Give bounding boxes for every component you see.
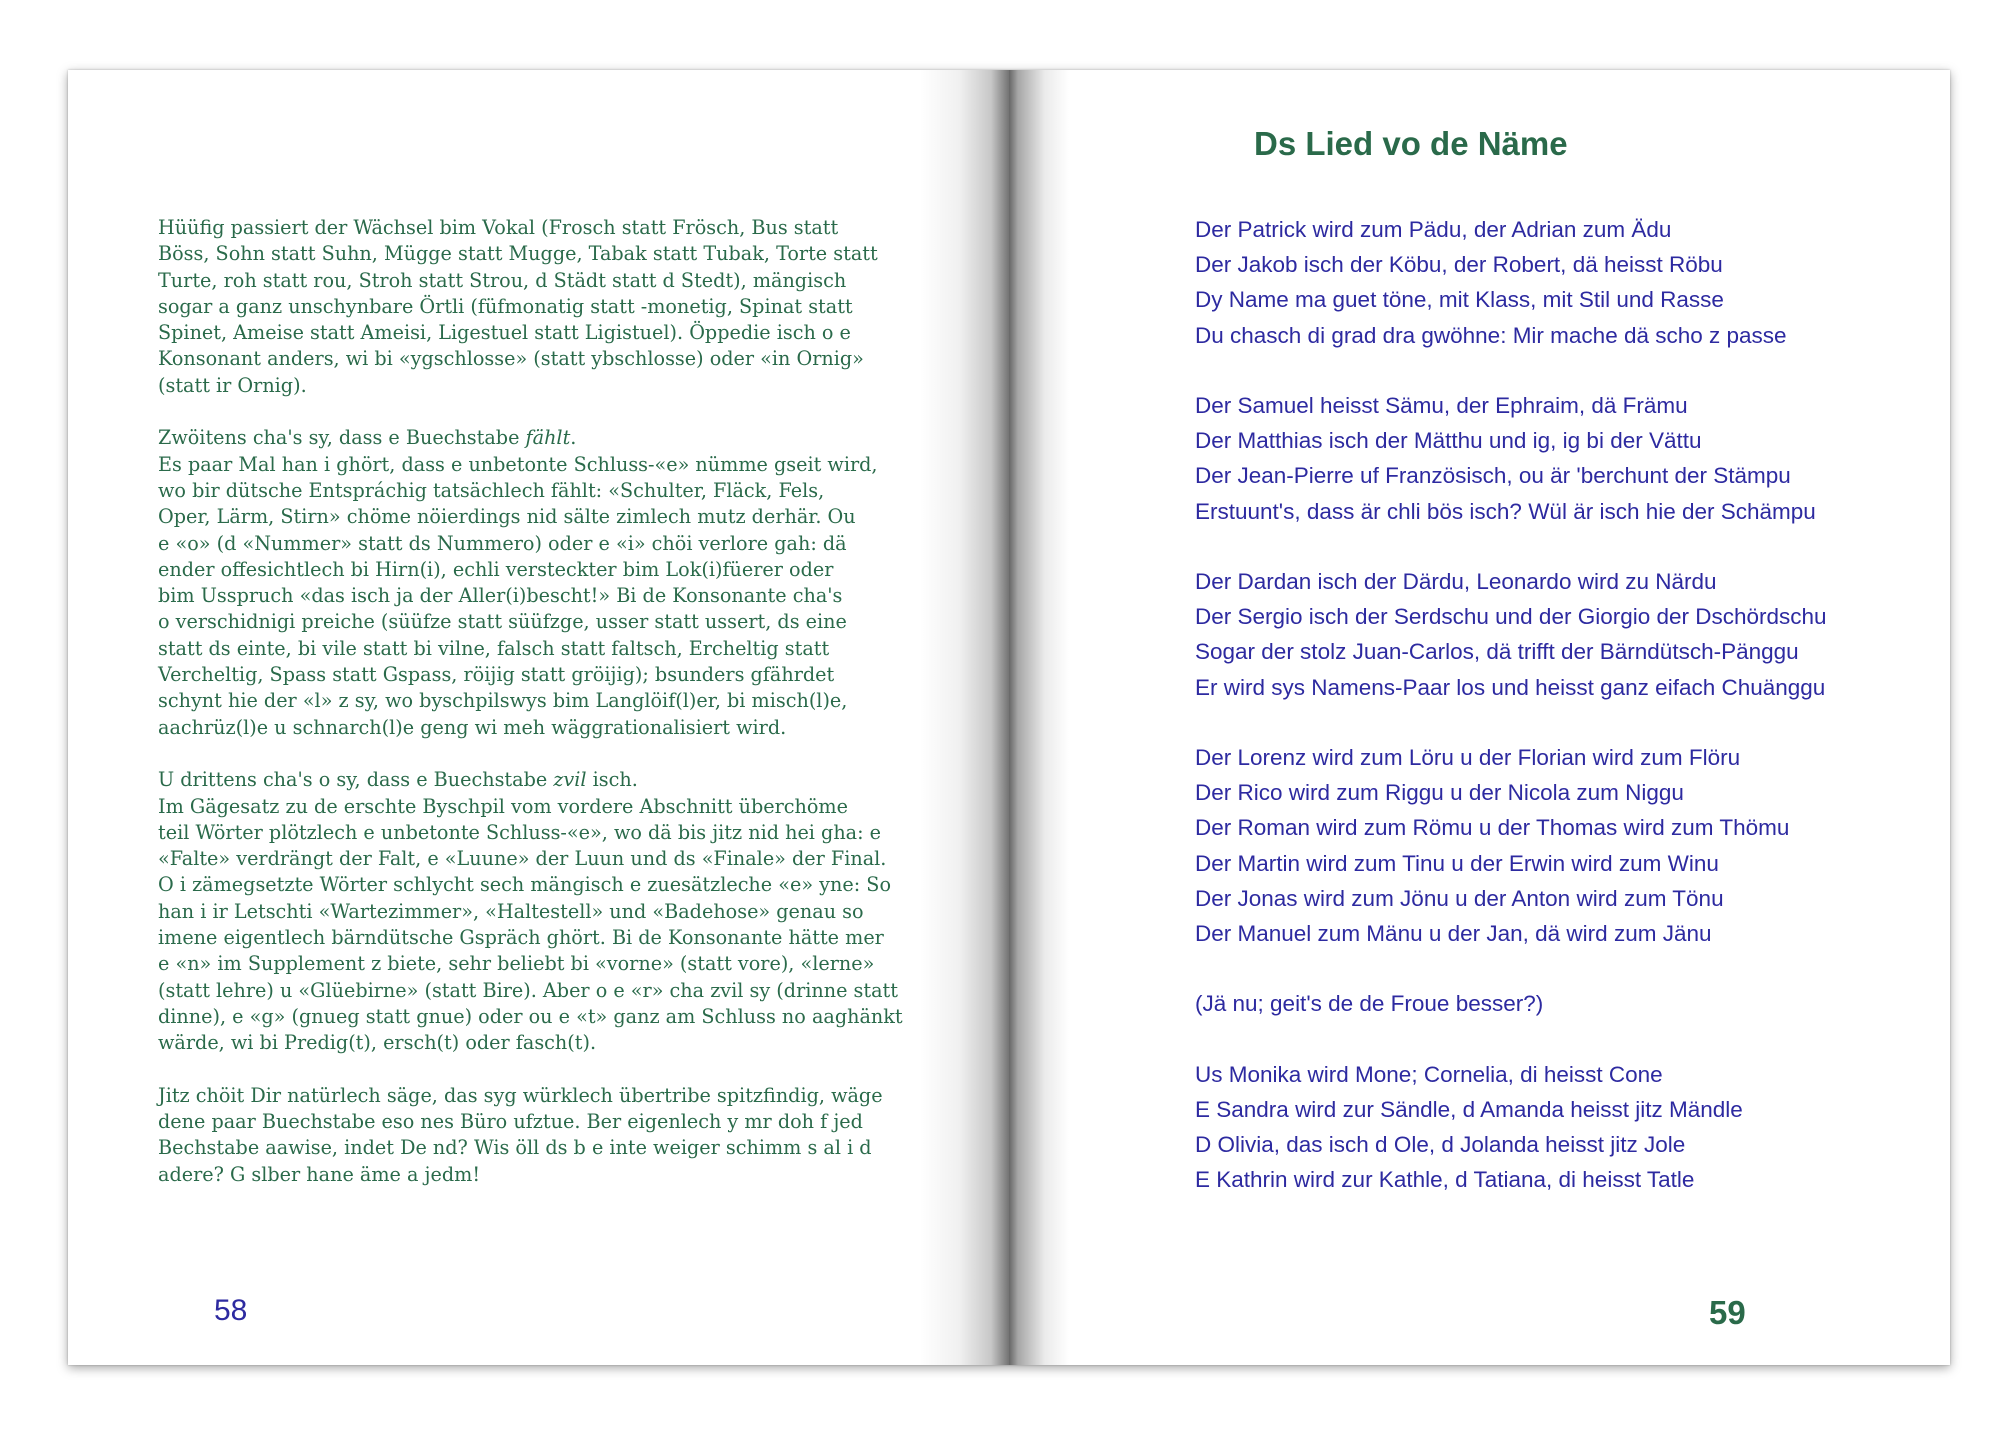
text-line: Es paar Mal han i ghört, dass e unbetonte Schluss-«e» nümme gseit wird, — [158, 452, 878, 476]
song-title: Ds Lied vo de Näme — [1254, 125, 1568, 162]
paragraph — [158, 215, 918, 399]
page-number-right: 59 — [1709, 1294, 1746, 1331]
lyric-line: Der Rico wird zum Riggu u der Nicola zum Niggu — [1195, 780, 1684, 806]
book-spread — [68, 70, 1950, 1365]
stanza — [1195, 740, 1915, 951]
right-page — [1009, 70, 1950, 1365]
lyric-line: Der Patrick wird zum Pädu, der Adrian zum Ädu — [1195, 217, 1672, 242]
song-lyrics — [1195, 212, 1915, 1233]
emphasis-suffix: . — [570, 426, 577, 450]
text-line: adere? G slber hane äme a jedm! — [158, 1162, 481, 1186]
lyric-line: Der Lorenz wird zum Löru u der Florian wird zum Flöru — [1195, 745, 1741, 770]
paragraph — [158, 425, 918, 741]
text-line: Vercheltig, Spass statt Gspass, röijig statt gröijig); bsunders gfährdet — [158, 663, 835, 687]
text-line: bim Usspruch «das isch ja der Aller(i)bescht!» Bi de Konsonante cha's — [158, 584, 843, 608]
text-line — [158, 767, 918, 793]
text-line — [158, 425, 918, 451]
text-line: Turte, roh statt rou, Stroh statt Strou, d Städt statt d Stedt), mängisch — [158, 268, 847, 292]
lyric-line: Der Martin wird zum Tinu u der Erwin wird zum Winu — [1195, 850, 1719, 876]
text-line: ender offesichtlech bi Hirn(i), echli versteckter bim Lok(i)füerer oder — [158, 557, 834, 581]
emphasis-word: zvil — [553, 768, 587, 792]
lyric-line: Der Jean-Pierre uf Französisch, ou är 'berchunt der Stämpu — [1195, 463, 1791, 489]
stanza — [1195, 564, 1915, 705]
emphasis-word: fählt — [525, 426, 571, 450]
text-line: dene paar Buechstabe eso nes Büro ufztue. Ber eigenlech y mr doh f jed — [158, 1110, 863, 1134]
paragraph — [158, 1083, 918, 1188]
text-line: Bechstabe aawise, indet De nd? Wis öll ds b e inte weiger schimm s al i d — [158, 1136, 872, 1160]
gutter-shadow — [919, 70, 1009, 1365]
text-line: han i ir Letschti «Wartezimmer», «Haltestell» und «Badehose» genau so — [158, 899, 864, 923]
lyric-line: Der Sergio isch der Serdschu und der Giorgio der Dschördschu — [1195, 604, 1827, 630]
emphasis-suffix: isch. — [586, 768, 638, 792]
text-line: Oper, Lärm, Stirn» chöme nöierdings nid sälte zimlech mutz derhär. Ou — [158, 505, 856, 529]
stanza — [1195, 388, 1915, 529]
text-line: Hüüfig passiert der Wächsel bim Vokal (Frosch statt Frösch, Bus statt — [158, 216, 839, 239]
text-line: Konsonant anders, wi bi «ygschlosse» (statt ybschlosse) oder «in Ornig» — [158, 347, 864, 371]
lyric-line: Der Dardan isch der Därdu, Leonardo wird zu Närdu — [1195, 569, 1717, 594]
lyric-line: Der Jakob isch der Köbu, der Robert, dä heisst Röbu — [1195, 252, 1723, 278]
text-line: Jitz chöit Dir natürlech säge, das syg würklech übertribe spitzfindig, wäge — [158, 1083, 883, 1107]
text-line: aachrüz(l)e u schnarch(l)e geng wi meh wäggrationalisiert wird. — [158, 715, 787, 739]
lyric-line: Der Manuel zum Mänu u der Jan, dä wird zum Jänu — [1195, 921, 1712, 947]
lyric-line: (Jä nu; geit's de de Froue besser?) — [1195, 991, 1544, 1017]
text-line: statt ds einte, bi vile statt bi vilne, falsch statt faltsch, Ercheltig statt — [158, 636, 830, 660]
lyric-line: E Sandra wird zur Sändle, d Amanda heisst jitz Mändle — [1195, 1097, 1743, 1122]
left-page — [68, 70, 1009, 1365]
text-line: o verschidnigi preiche (süüfze statt süüfzge, usser statt ussert, ds eine — [158, 610, 847, 634]
lyric-line: Dy Name ma guet töne, mit Klass, mit Stil und Rasse — [1195, 287, 1724, 313]
text-line: sogar a ganz unschynbare Örtli (füfmonatig statt -monetig, Spinat statt — [158, 294, 853, 318]
lyric-line: Us Monika wird Mone; Cornelia, di heisst Cone — [1195, 1061, 1663, 1087]
lyric-line: D Olivia, das isch d Ole, d Jolanda heisst jitz Jole — [1195, 1132, 1686, 1158]
text-line: (statt ir Ornig). — [158, 373, 307, 397]
text-line-lead: Zwöitens cha's sy, dass e Buechstabe — [158, 426, 526, 450]
lyric-line: Sogar der stolz Juan-Carlos, dä trifft der Bärndütsch-Pänggu — [1195, 639, 1799, 665]
stanza — [1195, 986, 1915, 1021]
lyric-line: Er wird sys Namens-Paar los und heisst ganz eifach Chuänggu — [1195, 674, 1826, 700]
text-line: (statt lehre) u «Glüebirne» (statt Bire). Aber o e «r» cha zvil sy (drinne statt — [158, 978, 898, 1002]
prose-text — [158, 215, 918, 1214]
paragraph — [158, 767, 918, 1056]
text-line: imene eigentlech bärndütsche Gspräch ghört. Bi de Konsonante hätte mer — [158, 926, 884, 950]
stanza — [1195, 212, 1915, 353]
text-line: e «o» (d «Nummer» statt ds Nummero) oder e «i» chöi verlore gah: dä — [158, 531, 847, 555]
text-line: Böss, Sohn statt Suhn, Mügge statt Mugge, Tabak statt Tubak, Torte statt — [158, 242, 878, 266]
lyric-line: E Kathrin wird zur Kathle, d Tatiana, di heisst Tatle — [1195, 1167, 1695, 1193]
page-number-left: 58 — [214, 1294, 248, 1327]
text-line: O i zämegsetzte Wörter schlycht sech mängisch e zuesätzleche «e» yne: So — [158, 873, 891, 897]
lyric-line: Der Samuel heisst Sämu, der Ephraim, dä Främu — [1195, 393, 1688, 418]
gutter-shadow — [1009, 70, 1069, 1365]
lyric-line: Der Roman wird zum Römu u der Thomas wird zum Thömu — [1195, 815, 1790, 841]
text-line: «Falte» verdrängt der Falt, e «Luune» der Luun und ds «Finale» der Final. — [158, 847, 887, 871]
text-line: dinne), e «g» (gnueg statt gnue) oder ou e «t» ganz am Schluss no aaghänkt — [158, 1004, 903, 1028]
lyric-line: Der Jonas wird zum Jönu u der Anton wird zum Tönu — [1195, 885, 1724, 911]
lyric-line: Der Matthias isch der Mätthu und ig, ig bi der Vättu — [1195, 428, 1702, 454]
text-line: teil Wörter plötzlech e unbetonte Schluss-«e», wo dä bis jitz nid hei gha: e — [158, 820, 882, 844]
text-line: Im Gägesatz zu de erschte Byschpil vom vordere Abschnitt überchöme — [158, 794, 848, 818]
text-line: wärde, wi bi Predig(t), ersch(t) oder fasch(t). — [158, 1031, 597, 1055]
text-line: wo bir dütsche Entspráchig tatsächlech fählt: «Schulter, Fläck, Fels, — [158, 478, 825, 502]
lyric-line: Erstuunt's, dass är chli bös isch? Wül är isch hie der Schämpu — [1195, 498, 1816, 524]
lyric-line: Du chasch di grad dra gwöhne: Mir mache dä scho z passe — [1195, 322, 1787, 348]
text-line-lead: U drittens cha's o sy, dass e Buechstabe — [158, 768, 554, 792]
text-line: Spinet, Ameise statt Ameisi, Ligestuel statt Ligistuel). Öppedie isch o e — [158, 321, 851, 345]
stanza — [1195, 1057, 1915, 1198]
text-line: e «n» im Supplement z biete, sehr beliebt bi «vorne» (statt vore), «lerne» — [158, 952, 875, 976]
text-line: schynt hie der «l» z sy, wo byschpilswys bim Langlöif(l)er, bi misch(l)e, — [158, 689, 848, 713]
